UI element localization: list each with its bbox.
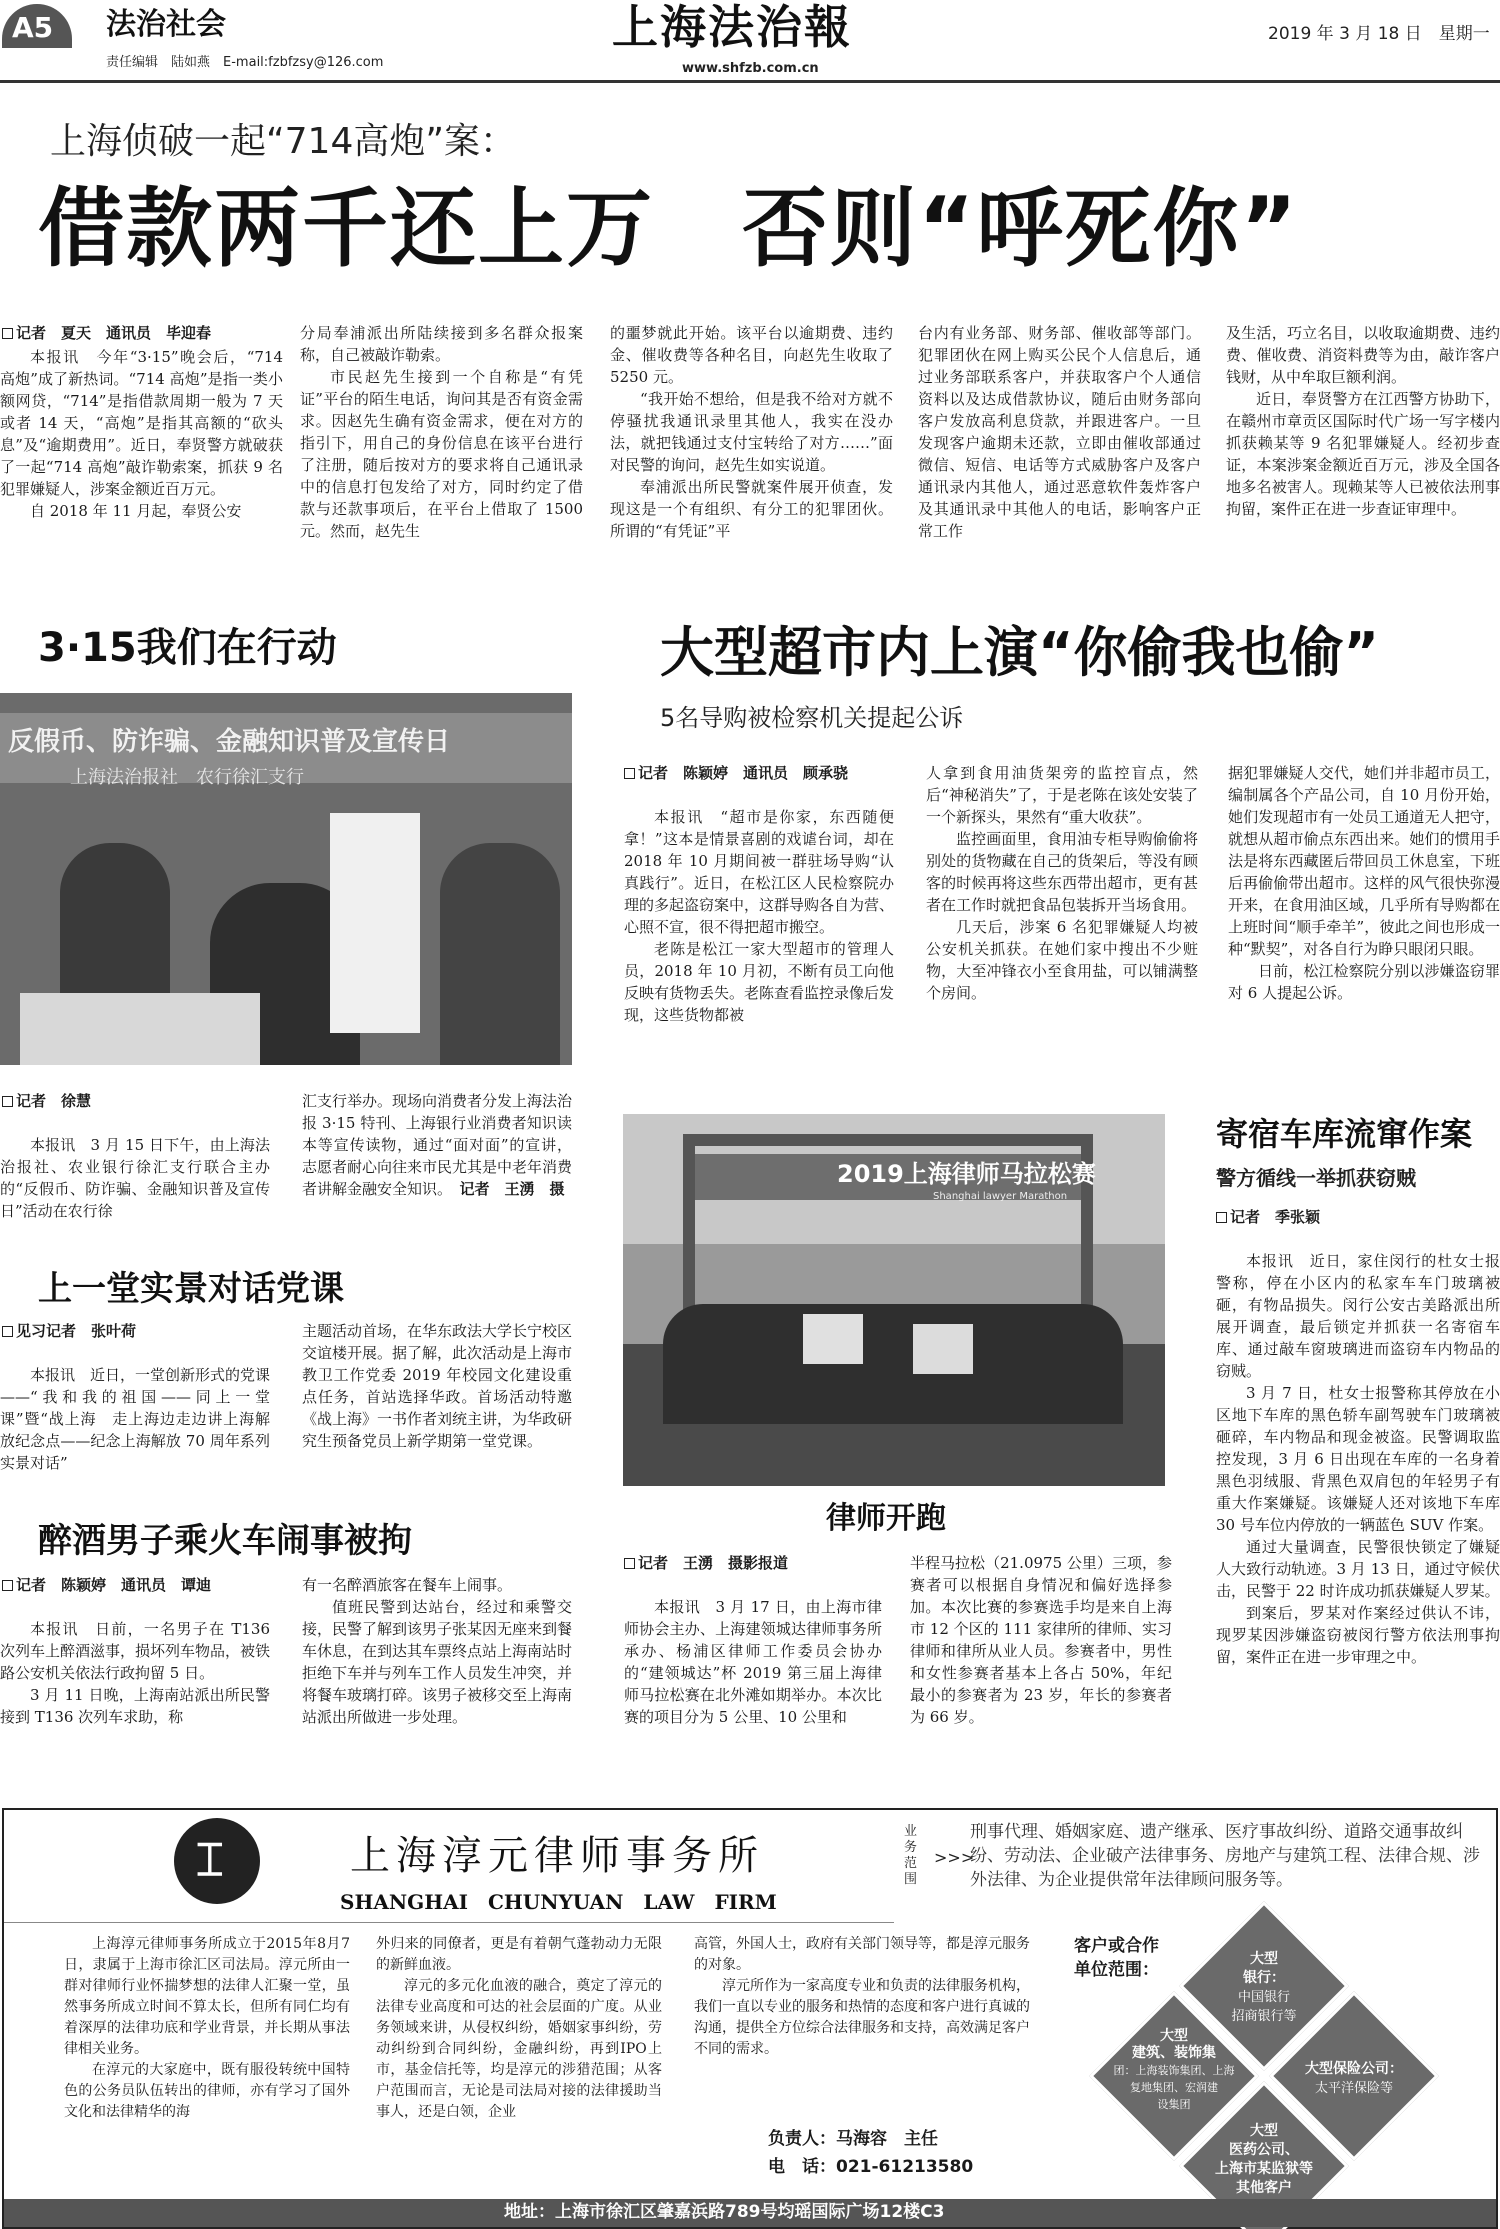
drunk-byline: 记者 陈颖婷 通讯员 谭迪 xyxy=(2,1574,211,1596)
editor-line: 责任编辑 陆如燕 E-mail:fzbfzsy@126.com xyxy=(106,55,384,70)
ad-column-2: 外归来的同僚者，更是有着朝气蓬勃动力无限的新鲜血液。 淳元的多元化血液的融合，奠定了淳元的法律专业高度和可达的社会层面的广度。从业务领域来讲，从侵权纠纷，婚姻家事纠纷，劳动纠纷到合同纠纷，金融纠纷，再到IPO上市，基金信托等，均是淳元的涉猎范围；从客户范围而言，无论是司法局对接的法律援助当事人，还是白领，企业 xyxy=(376,1936,662,2120)
client-text-bank: 大型 银行： 中国银行 招商银行等 xyxy=(1231,1951,1297,2024)
newspaper-logo: 上海法治報 xyxy=(612,0,852,54)
ad-contact-phone[interactable]: 电 话：021-61213580 xyxy=(768,2157,974,2177)
market-byline: 记者 陈颖婷 通讯员 顾承骁 xyxy=(624,762,848,784)
party-column-1: 本报讯 近日，一堂创新形式的党课——“我和我的祖国——同上一堂课”暨“战上海 走上海边走边讲上海解放纪念点——纪念上海解放 70 周年系列实景对话” xyxy=(0,1366,270,1472)
ad-contact-person: 负责人：马海容 主任 xyxy=(768,2129,938,2149)
s315-headline: 3·15我们在行动 xyxy=(38,625,337,671)
party-headline: 上一堂实景对话党课 xyxy=(38,1269,344,1309)
marathon-photo xyxy=(623,1114,1165,1486)
lead-column-5: 及生活，巧立名目，以收取逾期费、违约费、催收费、消资料费等为由，敲诈客户钱财，从中牟取巨额利润。 近日，奉贤警方在江西警方协助下，在赣州市章贡区国际时代广场一写字楼内抓获赖某等 9 名犯罪嫌疑人。经初步查证，本案涉案金额近百万元，涉及全国各地多名被害人。现赖某等人已被依法刑事拘留，案件正在进一步查证审理中。 xyxy=(1226,324,1500,518)
s315-photo-banner-2: 上海法治报社 农行徐汇支行 xyxy=(70,767,304,788)
marathon-column-2: 半程马拉松（21.0975 公里）三项，参赛者可以根据自身情况和偏好选择参加。本次比赛的参赛选手均是来自上海市 12 个区的 111 家律所的律师、实习律师和律所从业人员。参赛者中，男性和女性参赛者基本上各占 50%，年纪最小的参赛者为 23 岁，年长的参赛者为 66 岁。 xyxy=(910,1554,1172,1726)
lead-byline: 记者 夏天 通讯员 毕迎春 xyxy=(2,322,211,344)
firm-name: 上海淳元律师事务所 xyxy=(350,1833,764,1879)
ad-column-3: 高管，外国人士，政府有关部门领导等，都是淳元服务的对象。 淳元所作为一家高度专业和负责的法律服务机构，我们一直以专业的服务和热情的态度和客户进行真诚的沟通，提供全方位综合法律服务和支持，高效满足客户不同的需求。 xyxy=(694,1936,1030,2057)
s315-byline: 记者 徐慧 xyxy=(2,1090,91,1112)
s315-photo xyxy=(0,693,572,1065)
client-text-other: 大型 医药公司、 上海市某监狱等 其他客户 xyxy=(1215,2123,1313,2196)
firm-logo-glyph: ⌶ xyxy=(196,1832,224,1886)
marathon-banner-sub: Shanghai lawyer Marathon xyxy=(933,1191,1068,1202)
garage-subtitle: 警方循线一举抓获窃贼 xyxy=(1216,1166,1416,1190)
marathon-column-1: 本报讯 3 月 17 日，由上海市律师协会主办、上海建领城达律师事务所承办、杨浦区律师工作委员会协办的“建领城达”杯 2019 第三届上海律师马拉松赛在北外滩如期举办。本次比赛的项目分为 5 公里、10 公里和 xyxy=(624,1598,882,1726)
masthead-rule xyxy=(0,80,1500,83)
party-column-2: 主题活动首场，在华东政法大学长宁校区交谊楼开展。据了解，此次活动是上海市教卫工作党委 2019 年校园文化建设重点任务，首站选择华政。首场活动特邀《战上海》一书作者刘统主讲，为华政研究生预备党员上新学期第一堂党课。 xyxy=(302,1322,572,1450)
client-text-insurance: 大型保险公司： 太平洋保险等 xyxy=(1305,2061,1403,2096)
ad-address: 地址：上海市徐汇区肇嘉浜路789号均瑶国际广场12楼C3 xyxy=(504,2202,945,2222)
garage-byline: 记者 季张颖 xyxy=(1216,1206,1320,1228)
market-column-3: 据犯罪嫌疑人交代，她们并非超市员工，编制属各个产品公司，自 10 月份开始，她们发现超市有一处员工通道无人把守，就想从超市偷点东西出来。她们的惯用手法是将东西藏匿后带回员工休息室，下班后再偷偷带出超市。这样的风气很快弥漫开来，在食用油区域，几乎所有导购都在上班时间“顺手牵羊”，彼此之间也形成一种“默契”，对各自行为睁只眼闭只眼。 日前，松江检察院分别以涉嫌盗窃罪对 6 人提起公诉。 xyxy=(1228,764,1500,1002)
section-name: 法治社会 xyxy=(106,7,226,42)
market-column-2: 人拿到食用油货架旁的监控盲点，然后“神秘消失”了，于是老陈在该处安装了一个新探头，果然有“重大收获”。 监控画面里，食用油专柜导购偷偷将别处的货物藏在自己的货架后，等没有顾客的时候再将这些东西带出超市，更有甚者在工作时就把食品包装拆开当场食用。 几天后，涉案 6 名犯罪嫌疑人均被公安机关抓获。在她们家中搜出不少赃物，大至冲锋衣小至食用盐，可以铺满整个房间。 xyxy=(926,764,1198,1002)
market-headline: 大型超市内上演“你偷我也偷” xyxy=(660,621,1379,684)
page-number: A5 xyxy=(12,11,54,44)
s315-column-2: 汇支行举办。现场向消费者分发上海法治报 3·15 特刊、上海银行业消费者知识读本等宣传读物，通过“面对面”的宣讲，志愿者耐心向往来市民尤其是中老年消费者讲解金融安全知识。 记者 王湧 摄 xyxy=(302,1092,572,1198)
firm-name-en: SHANGHAI CHUNYUAN LAW FIRM xyxy=(340,1890,777,1914)
lead-column-1: 本报讯 今年“3·15”晚会后，“714 高炮”成了新热词。“714 高炮”是指一类小额网贷，“714”是指借款周期一般为 7 天或者 14 天，“高炮”是指其高额的“砍头息”及“逾期费用”。近日，奉贤警方就破获了一起“714 高炮”敲诈勒索案，抓获 9 名犯罪嫌疑人，涉案金额近百万元。 自 2018 年 11 月起，奉贤公安 xyxy=(0,348,283,520)
marathon-banner: 2019上海律师马拉松赛 xyxy=(837,1160,1096,1188)
scope-text: 刑事代理、婚姻家庭、遗产继承、医疗事故纠纷、道路交通事故纠纷、劳动法、企业破产法律事务、房地产与建筑工程、法律合规、涉外法律、为企业提供常年法律顾问服务等。 xyxy=(970,1822,1480,1890)
market-subtitle: 5名导购被检察机关提起公诉 xyxy=(660,704,964,732)
scope-arrows: >>> xyxy=(934,1848,975,1867)
party-byline: 见习记者 张叶荷 xyxy=(2,1320,136,1342)
market-column-1: 本报讯 “超市是你家，东西随便拿！”这本是情景喜剧的戏谑台词，却在 2018 年 10 月期间被一群驻场导购“认真践行”。近日，在松江区人民检察院办理的多起盗窃案中，这群导购各自为营、心照不宣，很不得把超市搬空。 老陈是松江一家大型超市的管理人员，2018 年 10 月初，不断有员工向他反映有货物丢失。老陈查看监控录像后发现，这些货物都被 xyxy=(624,808,894,1024)
drunk-headline: 醉酒男子乘火车闹事被拘 xyxy=(38,1521,412,1561)
drunk-column-2: 有一名醉酒旅客在餐车上闹事。 值班民警到达站台，经过和乘警交接，民警了解到该男子张某因无座来到餐车休息，在到达其车票终点站上海南站时拒绝下车并与列车工作人员发生冲突，并将餐车玻璃打碎。该男子被移交至上海南站派出所做进一步处理。 xyxy=(302,1576,572,1726)
marathon-byline: 记者 王湧 摄影报道 xyxy=(624,1552,788,1574)
drunk-column-1: 本报讯 日前，一名男子在 T136 次列车上醉酒滋事，损坏列车物品，被铁路公安机关依法行政拘留 5 日。 3 月 11 日晚，上海南站派出所民警接到 T136 次列车求助，称 xyxy=(0,1620,270,1726)
lead-headline: 借款两千还上万 否则“呼死你” xyxy=(38,179,1300,279)
garage-column: 本报讯 近日，家住闵行的杜女士报警称，停在小区内的私家车车门玻璃被砸，有物品损失。闵行公安古美路派出所展开调查，最后锁定并抓获一名寄宿车库、通过敲车窗玻璃进而盗窃车内物品的窃贼。 3 月 7 日，杜女士报警称其停放在小区地下车库的黑色轿车副驾驶车门玻璃被砸碎，车内物品和现金被盗。民警调取监控发现，3 月 6 日出现在车库的一名身着黑色羽绒服、背黑色双肩包的年轻男子有重大作案嫌疑。该嫌疑人还对该地下车库 30 号车位内停放的一辆蓝色 SUV 作案。 通过大量调查，民警很快锁定了嫌疑人大致行动轨迹。3 月 13 日，通过守候伏击，民警于 22 时许成功抓获嫌疑人罗某。 到案后，罗某对作案经过供认不讳，现罗某因涉嫌盗窃被闵行警方依法刑事拘留，案件正在进一步审理之中。 xyxy=(1216,1252,1500,1666)
lead-column-4: 台内有业务部、财务部、催收部等部门。犯罪团伙在网上购买公民个人信息后，通过业务部联系客户，并获取客户个人通信资料以及达成借款协议，随后由财务部向客户发放高利息贷款，并跟进客户。一旦发现客户逾期未还款，立即由催收部通过微信、短信、电话等方式威胁客户及客户通讯录内其他人，通过恶意软件轰炸客户及其通讯录中其他人的电话，影响客户正常工作 xyxy=(918,324,1201,540)
lead-kicker: 上海侦破一起“714高炮”案： xyxy=(50,121,517,162)
clients-label: 客户或合作单位范围： xyxy=(1074,1936,1159,1980)
client-text-construction: 大型 建筑、装饰集 团：上海装饰集团、上海 复地集团、宏润建 设集团 xyxy=(1113,2028,1235,2111)
newspaper-url[interactable]: www.shfzb.com.cn xyxy=(682,61,819,76)
law-firm-ad xyxy=(2,1808,1498,2229)
ad-rule xyxy=(4,1922,894,1923)
issue-date: 2019 年 3 月 18 日 星期一 xyxy=(1268,24,1490,44)
s315-column-1: 本报讯 3 月 15 日下午，由上海法治报社、农业银行徐汇支行联合主办的“反假币、防诈骗、金融知识普及宣传日”活动在农行徐 xyxy=(0,1136,270,1220)
ad-column-1: 上海淳元律师事务所成立于2015年8月7日，隶属于上海市徐汇区司法局。淳元所由一群对律师行业怀揣梦想的法律人汇聚一堂，虽然事务所成立时间不算太长，但所有同仁均有着深厚的法律功底和学业背景，并长期从事法律相关业务。 在淳元的大家庭中，既有服役转统中国特色的公务员队伍转出的律师，亦有学习了国外文化和法律精华的海 xyxy=(64,1936,350,2120)
garage-headline: 寄宿车库流窜作案 xyxy=(1216,1115,1473,1153)
lead-column-3: 的噩梦就此开始。该平台以逾期费、违约金、催收费等各种名目，向赵先生收取了 5250 元。 “我开始不想给，但是我不给对方就不停骚扰我通讯录里其他人，我实在没办法，就把钱通过支付宝转给了对方……”面对民警的询问，赵先生如实说道。 奉浦派出所民警就案件展开侦查，发现这是一个有组织、有分工的犯罪团伙。所谓的“有凭证”平 xyxy=(610,324,893,540)
lead-column-2: 分局奉浦派出所陆续接到多名群众报案称，自己被敲诈勒索。 市民赵先生接到一个自称是“有凭证”平台的陌生电话，询问其是否有资金需求。因赵先生确有资金需求，便在对方的指引下，用自己的身份信息在该平台进行了注册，随后按对方的要求将自己通讯录中的信息打包发给了对方，同时约定了借款与还款事项后，在平台上借取了 1500 元。然而，赵先生 xyxy=(300,324,583,540)
scope-label: 业务范围 xyxy=(904,1824,918,1887)
marathon-headline: 律师开跑 xyxy=(826,1501,946,1536)
s315-photo-banner: 反假币、防诈骗、金融知识普及宣传日 xyxy=(8,727,451,757)
